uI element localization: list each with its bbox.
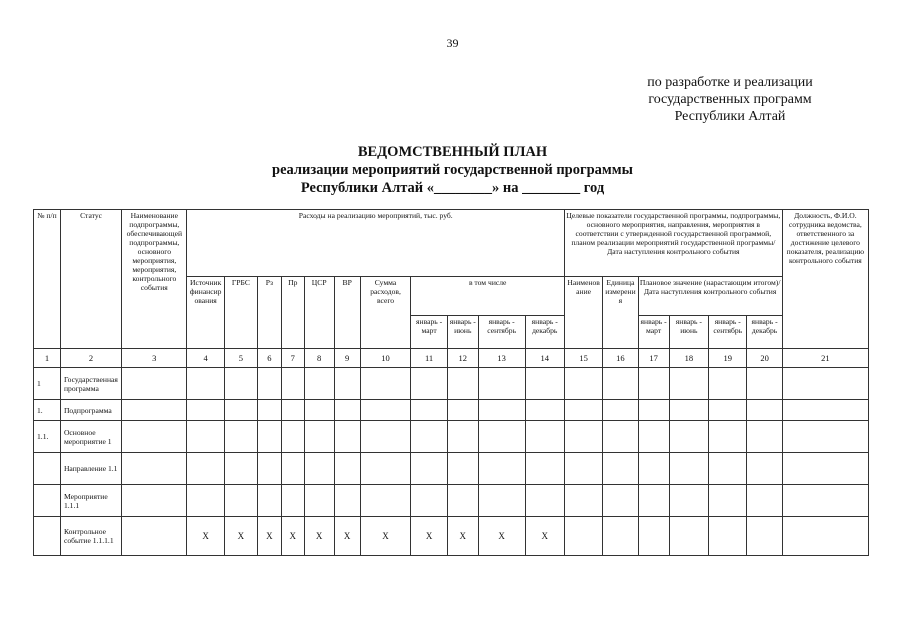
page-number: 39 (446, 36, 459, 50)
empty-cell (782, 421, 868, 453)
empty-cell (224, 400, 257, 421)
row-name-cell (122, 400, 187, 421)
column-number: 5 (224, 349, 257, 368)
empty-cell (360, 485, 411, 517)
empty-cell (525, 453, 564, 485)
empty-cell (224, 368, 257, 400)
mark-cell: X (224, 517, 257, 556)
document-title (0, 143, 905, 197)
header-position: Должность, Ф.И.О. сотрудника ведомства, ответственного за достижение целевого показателя, реализацию контрольного события (782, 210, 868, 349)
empty-cell (360, 400, 411, 421)
row-number (34, 517, 61, 556)
empty-cell (478, 368, 525, 400)
column-number: 1 (34, 349, 61, 368)
empty-cell (334, 368, 360, 400)
empty-cell (564, 400, 602, 421)
mark-cell: X (360, 517, 411, 556)
column-number: 4 (187, 349, 224, 368)
mark-cell: X (257, 517, 281, 556)
mark-cell: X (478, 517, 525, 556)
row-number: 1. (34, 400, 61, 421)
empty-cell (709, 368, 747, 400)
row-name-cell (122, 485, 187, 517)
empty-cell (360, 421, 411, 453)
table-row (34, 453, 869, 485)
empty-cell (603, 368, 638, 400)
empty-cell (187, 400, 224, 421)
empty-cell (638, 517, 669, 556)
empty-cell (638, 400, 669, 421)
row-status: Контрольное событие 1.1.1.1 (60, 517, 121, 556)
header-exp-q3: январь - сентябрь (478, 316, 525, 349)
empty-cell (304, 421, 334, 453)
header-csr: ЦСР (304, 277, 334, 349)
empty-cell (638, 421, 669, 453)
column-number: 21 (782, 349, 868, 368)
mark-cell: X (281, 517, 304, 556)
header-pr: Пр (281, 277, 304, 349)
header-plan-q4: январь - декабрь (747, 316, 782, 349)
column-number: 17 (638, 349, 669, 368)
header-targets: Целевые показатели государственной программы, подпрограммы, основного мероприятия, направления, мероприятия в соответствии с утвержденной государственной программой, планом реализации мероприятий государственной программы/Дата наступления контрольного события (564, 210, 782, 277)
table-row (34, 517, 869, 556)
empty-cell (669, 485, 708, 517)
title-line-1: ВЕДОМСТВЕННЫЙ ПЛАН (357, 144, 548, 160)
header-including: в том числе (411, 277, 565, 316)
column-number: 13 (478, 349, 525, 368)
empty-cell (334, 421, 360, 453)
empty-cell (360, 368, 411, 400)
empty-cell (447, 485, 478, 517)
empty-cell (638, 453, 669, 485)
title-line-3: Республики Алтай «________» на ________ год (300, 180, 605, 196)
empty-cell (411, 400, 447, 421)
empty-cell (669, 453, 708, 485)
row-number (34, 453, 61, 485)
empty-cell (447, 421, 478, 453)
empty-cell (747, 368, 782, 400)
empty-cell (638, 485, 669, 517)
mark-cell: X (334, 517, 360, 556)
empty-cell (411, 453, 447, 485)
column-number: 3 (122, 349, 187, 368)
empty-cell (304, 400, 334, 421)
empty-cell (564, 368, 602, 400)
empty-cell (525, 400, 564, 421)
empty-cell (478, 421, 525, 453)
row-status: Направление 1.1 (60, 453, 121, 485)
empty-cell (447, 453, 478, 485)
column-number: 2 (60, 349, 121, 368)
empty-cell (478, 400, 525, 421)
empty-cell (281, 485, 304, 517)
empty-cell (669, 517, 708, 556)
column-number: 12 (447, 349, 478, 368)
column-number: 14 (525, 349, 564, 368)
row-name-cell (122, 421, 187, 453)
table-row (34, 368, 869, 400)
empty-cell (782, 517, 868, 556)
empty-cell (187, 453, 224, 485)
column-number: 20 (747, 349, 782, 368)
title-line-2: реализации мероприятий государственной программы (272, 162, 633, 178)
empty-cell (564, 421, 602, 453)
empty-cell (281, 368, 304, 400)
plan-table (33, 209, 869, 556)
empty-cell (669, 400, 708, 421)
row-name-cell (122, 368, 187, 400)
empty-cell (564, 453, 602, 485)
header-sum: Сумма расходов, всего (360, 277, 411, 349)
mark-cell: X (187, 517, 224, 556)
column-number: 19 (709, 349, 747, 368)
column-number: 11 (411, 349, 447, 368)
empty-cell (782, 453, 868, 485)
empty-cell (304, 453, 334, 485)
empty-cell (603, 485, 638, 517)
row-number: 1.1. (34, 421, 61, 453)
mark-cell: X (525, 517, 564, 556)
mark-cell: X (411, 517, 447, 556)
empty-cell (334, 485, 360, 517)
empty-cell (782, 400, 868, 421)
row-name-cell (122, 517, 187, 556)
empty-cell (447, 368, 478, 400)
empty-cell (281, 453, 304, 485)
header-expenses: Расходы на реализацию мероприятий, тыс. руб. (187, 210, 564, 277)
empty-cell (669, 421, 708, 453)
row-number (34, 485, 61, 517)
empty-cell (281, 421, 304, 453)
empty-cell (334, 400, 360, 421)
table-row (34, 485, 869, 517)
empty-cell (747, 485, 782, 517)
header-plan-q1: январь - март (638, 316, 669, 349)
header-plan-q2: январь - июнь (669, 316, 708, 349)
column-number: 10 (360, 349, 411, 368)
header-exp-q4: январь - декабрь (525, 316, 564, 349)
empty-cell (638, 368, 669, 400)
header-line: Республики Алтай (674, 109, 786, 124)
empty-cell (564, 485, 602, 517)
empty-cell (187, 421, 224, 453)
empty-cell (411, 368, 447, 400)
empty-cell (257, 421, 281, 453)
empty-cell (709, 485, 747, 517)
empty-cell (709, 517, 747, 556)
header-num: № п/п (34, 210, 61, 349)
header-rz: Рз (257, 277, 281, 349)
empty-cell (304, 485, 334, 517)
empty-cell (257, 368, 281, 400)
header-exp-q1: январь - март (411, 316, 447, 349)
header-indicator-name: Наименование (564, 277, 602, 349)
row-number: 1 (34, 368, 61, 400)
empty-cell (709, 400, 747, 421)
header-line: по разработке и реализации (647, 75, 813, 90)
empty-cell (709, 421, 747, 453)
empty-cell (564, 517, 602, 556)
empty-cell (525, 485, 564, 517)
row-status: Основное мероприятие 1 (60, 421, 121, 453)
header-name: Наименование подпрограммы, обеспечивающей подпрограммы, основного мероприятия, мероприятия, контрольного события (122, 210, 187, 349)
row-status: Государственная программа (60, 368, 121, 400)
column-number: 6 (257, 349, 281, 368)
empty-cell (334, 453, 360, 485)
empty-cell (669, 368, 708, 400)
column-number-row (34, 349, 869, 368)
empty-cell (224, 453, 257, 485)
row-name-cell (122, 453, 187, 485)
empty-cell (257, 453, 281, 485)
empty-cell (304, 368, 334, 400)
column-number: 9 (334, 349, 360, 368)
empty-cell (281, 400, 304, 421)
row-status: Подпрограмма (60, 400, 121, 421)
empty-cell (257, 485, 281, 517)
empty-cell (525, 368, 564, 400)
empty-cell (603, 517, 638, 556)
table-row (34, 400, 869, 421)
empty-cell (411, 421, 447, 453)
empty-cell (747, 453, 782, 485)
empty-cell (478, 453, 525, 485)
header-source: Источник финансирования (187, 277, 224, 349)
empty-cell (447, 400, 478, 421)
empty-cell (709, 453, 747, 485)
empty-cell (257, 400, 281, 421)
header-approval-text (620, 74, 840, 125)
empty-cell (747, 421, 782, 453)
empty-cell (187, 485, 224, 517)
empty-cell (478, 485, 525, 517)
empty-cell (603, 453, 638, 485)
column-number: 8 (304, 349, 334, 368)
empty-cell (782, 368, 868, 400)
empty-cell (525, 421, 564, 453)
header-exp-q2: январь - июнь (447, 316, 478, 349)
header-vr: ВР (334, 277, 360, 349)
header-status: Статус (60, 210, 121, 349)
empty-cell (782, 485, 868, 517)
row-status: Мероприятие 1.1.1 (60, 485, 121, 517)
mark-cell: X (304, 517, 334, 556)
empty-cell (187, 368, 224, 400)
header-plan-q3: январь - сентябрь (709, 316, 747, 349)
column-number: 16 (603, 349, 638, 368)
empty-cell (224, 485, 257, 517)
column-number: 7 (281, 349, 304, 368)
empty-cell (603, 400, 638, 421)
column-number: 18 (669, 349, 708, 368)
empty-cell (224, 421, 257, 453)
header-plan-value: Плановое значение (нарастающим итогом)/Дата наступления контрольного события (638, 277, 782, 316)
empty-cell (360, 453, 411, 485)
empty-cell (747, 400, 782, 421)
empty-cell (411, 485, 447, 517)
mark-cell: X (447, 517, 478, 556)
header-unit: Единица измерения (603, 277, 638, 349)
empty-cell (747, 517, 782, 556)
column-number: 15 (564, 349, 602, 368)
header-line: государственных программ (648, 92, 812, 107)
header-grbs: ГРБС (224, 277, 257, 349)
empty-cell (603, 421, 638, 453)
table-row (34, 421, 869, 453)
